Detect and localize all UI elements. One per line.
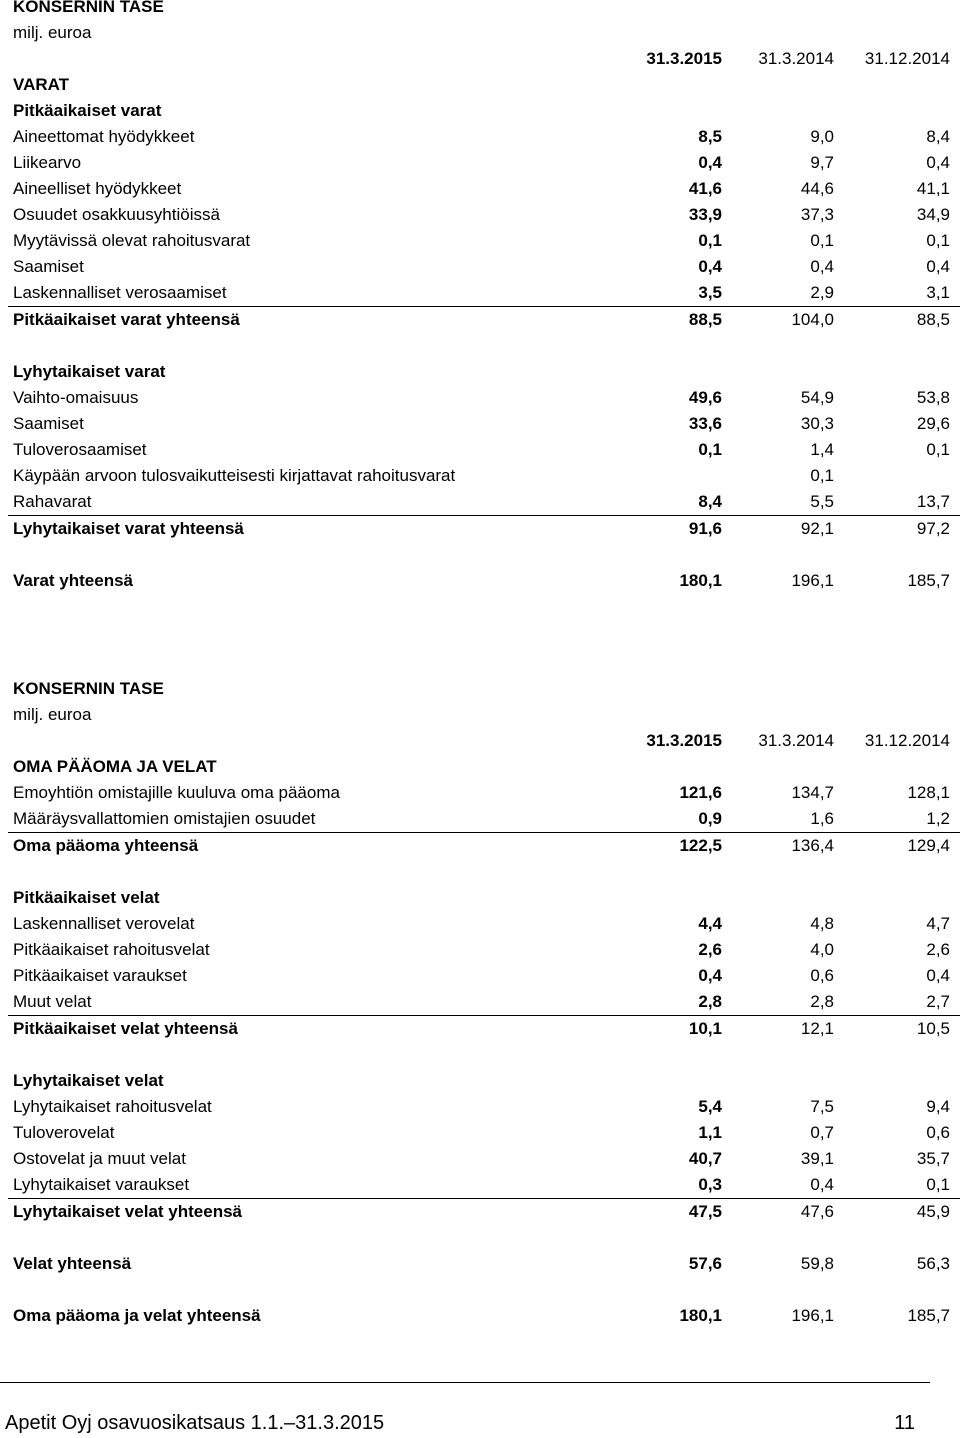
cell-v1: 0,4 xyxy=(698,257,722,276)
cell-v2: 44,6 xyxy=(800,179,834,198)
cell-v1: 5,4 xyxy=(698,1097,722,1116)
row-label: Lyhytaikaiset varaukset xyxy=(13,1175,190,1194)
subtotal-row: Lyhytaikaiset varat yhteensä 91,6 92,1 97,2 xyxy=(13,519,950,538)
table-row xyxy=(0,937,960,963)
row-label: Aineettomat hyödykkeet xyxy=(13,127,195,146)
row-label: Ostovelat ja muut velat xyxy=(13,1149,186,1168)
page-footer xyxy=(5,1408,925,1438)
row-label: Tuloverovelat xyxy=(13,1123,115,1142)
section-heading: OMA PÄÄOMA JA VELAT xyxy=(13,757,217,776)
cell-v3: 4,7 xyxy=(926,914,950,933)
table-row xyxy=(8,280,960,307)
cell-v1: 3,5 xyxy=(698,283,722,302)
table-row xyxy=(0,254,960,280)
cell-v1: 121,6 xyxy=(679,783,722,802)
cell-v2: 54,9 xyxy=(800,388,834,407)
table-row xyxy=(0,780,960,806)
subtotal-row: Lyhytaikaiset velat yhteensä 47,5 47,6 45,9 xyxy=(13,1202,950,1221)
row-label: Myytävissä olevat rahoitusvarat xyxy=(13,231,251,250)
col-header-2: 31.3.2014 xyxy=(758,731,834,750)
cell-v2: 2,9 xyxy=(810,283,834,302)
cell-v3: 0,4 xyxy=(926,966,950,985)
col-header-1: 31.3.2015 xyxy=(646,49,722,68)
cell-v2: 37,3 xyxy=(800,205,834,224)
cell-v3: 0,1 xyxy=(926,1175,950,1194)
table-row xyxy=(0,1094,960,1120)
liabilities-table xyxy=(0,676,960,1329)
cell-v1: 4,4 xyxy=(698,914,722,933)
table-row xyxy=(0,124,960,150)
table-row xyxy=(8,1172,960,1199)
cell-v2: 0,1 xyxy=(810,231,834,250)
cell-v3: 0,1 xyxy=(926,440,950,459)
table-row xyxy=(0,437,960,463)
row-label: Rahavarat xyxy=(13,492,92,511)
row-label: Vaihto-omaisuus xyxy=(13,388,139,407)
grand-total-row: Oma pääoma ja velat yhteensä 180,1 196,1 185,7 xyxy=(13,1306,950,1325)
cell-v3: 128,1 xyxy=(907,783,950,802)
cell-v3: 34,9 xyxy=(916,205,950,224)
table-row xyxy=(0,1120,960,1146)
column-headers xyxy=(0,728,960,754)
table-row xyxy=(0,411,960,437)
cell-v3: 2,7 xyxy=(926,992,950,1011)
cell-v3: 41,1 xyxy=(916,179,950,198)
cell-v2: 7,5 xyxy=(810,1097,834,1116)
row-label: Pitkäaikaiset varaukset xyxy=(13,966,187,985)
group-heading: Pitkäaikaiset velat xyxy=(13,888,160,907)
cell-v1: 8,5 xyxy=(698,127,722,146)
cell-v2: 0,1 xyxy=(810,466,834,485)
cell-v3: 0,4 xyxy=(926,257,950,276)
row-label: Saamiset xyxy=(13,257,84,276)
column-headers xyxy=(0,46,960,72)
subtotal-row: Oma pääoma yhteensä 122,5 136,4 129,4 xyxy=(13,836,950,855)
cell-v2: 1,4 xyxy=(810,440,834,459)
cell-v1: 1,1 xyxy=(698,1123,722,1142)
table-row xyxy=(8,489,960,516)
cell-v3: 9,4 xyxy=(926,1097,950,1116)
cell-v2: 2,8 xyxy=(810,992,834,1011)
cell-v1: 0,3 xyxy=(698,1175,722,1194)
row-label: Pitkäaikaiset rahoitusvelat xyxy=(13,940,210,959)
cell-v1: 33,6 xyxy=(688,414,722,433)
cell-v2: 4,0 xyxy=(810,940,834,959)
row-label: Lyhytaikaiset rahoitusvelat xyxy=(13,1097,212,1116)
cell-v3: 53,8 xyxy=(916,388,950,407)
footer-text: Apetit Oyj osavuosikatsaus 1.1.–31.3.2015 xyxy=(5,1412,385,1434)
row-label: Muut velat xyxy=(13,992,92,1011)
row-label: Käypään arvoon tulosvaikutteisesti kirjattavat rahoitusvarat xyxy=(13,466,456,485)
row-label: Liikearvo xyxy=(13,153,82,172)
row-label: Määräysvallattomien omistajien osuudet xyxy=(13,809,316,828)
cell-v2: 9,7 xyxy=(810,153,834,172)
cell-v2: 9,0 xyxy=(810,127,834,146)
subtotal-row: Pitkäaikaiset velat yhteensä 10,1 12,1 10,5 xyxy=(13,1019,950,1038)
cell-v3: 2,6 xyxy=(926,940,950,959)
table-row xyxy=(8,806,960,833)
group-heading: Lyhytaikaiset velat xyxy=(13,1071,164,1090)
table-row xyxy=(0,1146,960,1172)
cell-v1: 0,1 xyxy=(698,231,722,250)
cell-v1: 0,9 xyxy=(698,809,722,828)
cell-v2: 0,6 xyxy=(810,966,834,985)
cell-v3: 0,4 xyxy=(926,153,950,172)
cell-v1: 0,4 xyxy=(698,153,722,172)
table-row xyxy=(0,463,960,489)
cell-v1: 41,6 xyxy=(688,179,722,198)
cell-v2: 0,4 xyxy=(810,1175,834,1194)
col-header-3: 31.12.2014 xyxy=(864,49,950,68)
group-heading: Lyhytaikaiset varat xyxy=(13,362,166,381)
table-row xyxy=(0,911,960,937)
grand-total-row: Varat yhteensä 180,1 196,1 185,7 xyxy=(13,571,950,590)
cell-v3: 0,1 xyxy=(926,231,950,250)
table-row xyxy=(0,385,960,411)
section-heading: VARAT xyxy=(13,75,70,94)
cell-v1: 33,9 xyxy=(688,205,722,224)
cell-v1: 0,1 xyxy=(698,440,722,459)
footer-divider xyxy=(0,1382,930,1383)
cell-v3: 3,1 xyxy=(926,283,950,302)
row-label: Saamiset xyxy=(13,414,84,433)
cell-v3: 1,2 xyxy=(926,809,950,828)
cell-v2: 4,8 xyxy=(810,914,834,933)
table-row xyxy=(0,202,960,228)
cell-v3: 0,6 xyxy=(926,1123,950,1142)
cell-v3: 35,7 xyxy=(916,1149,950,1168)
cell-v1: 8,4 xyxy=(698,492,722,511)
cell-v2: 5,5 xyxy=(810,492,834,511)
cell-v1: 49,6 xyxy=(688,388,722,407)
table-title: KONSERNIN TASE xyxy=(13,679,164,698)
cell-v2: 134,7 xyxy=(791,783,834,802)
table-title: KONSERNIN TASE xyxy=(13,0,164,16)
group-heading: Pitkäaikaiset varat xyxy=(13,101,162,120)
assets-table xyxy=(0,0,960,594)
table-row xyxy=(8,989,960,1016)
cell-v2: 39,1 xyxy=(800,1149,834,1168)
unit-label: milj. euroa xyxy=(13,23,92,42)
cell-v2: 1,6 xyxy=(810,809,834,828)
cell-v3: 29,6 xyxy=(916,414,950,433)
col-header-1: 31.3.2015 xyxy=(646,731,722,750)
row-label: Laskennalliset verovelat xyxy=(13,914,195,933)
cell-v3: 8,4 xyxy=(926,127,950,146)
table-row xyxy=(0,150,960,176)
liabilities-total-row: Velat yhteensä 57,6 59,8 56,3 xyxy=(13,1254,950,1273)
cell-v2: 0,7 xyxy=(810,1123,834,1142)
table-row xyxy=(0,963,960,989)
cell-v2: 30,3 xyxy=(800,414,834,433)
row-label: Aineelliset hyödykkeet xyxy=(13,179,182,198)
row-label: Emoyhtiön omistajille kuuluva oma pääoma xyxy=(13,783,340,802)
cell-v1: 2,8 xyxy=(698,992,722,1011)
col-header-2: 31.3.2014 xyxy=(758,49,834,68)
row-label: Osuudet osakkuusyhtiöissä xyxy=(13,205,220,224)
cell-v1: 40,7 xyxy=(688,1149,722,1168)
table-row xyxy=(0,228,960,254)
cell-v1: 0,4 xyxy=(698,966,722,985)
subtotal-row: Pitkäaikaiset varat yhteensä 88,5 104,0 88,5 xyxy=(13,310,950,329)
col-header-3: 31.12.2014 xyxy=(864,731,950,750)
row-label: Tuloverosaamiset xyxy=(13,440,147,459)
row-label: Laskennalliset verosaamiset xyxy=(13,283,227,302)
cell-v2: 0,4 xyxy=(810,257,834,276)
unit-label: milj. euroa xyxy=(13,705,92,724)
cell-v3: 13,7 xyxy=(916,492,950,511)
cell-v1: 2,6 xyxy=(698,940,722,959)
table-row xyxy=(0,176,960,202)
page-number: 11 xyxy=(894,1412,915,1434)
